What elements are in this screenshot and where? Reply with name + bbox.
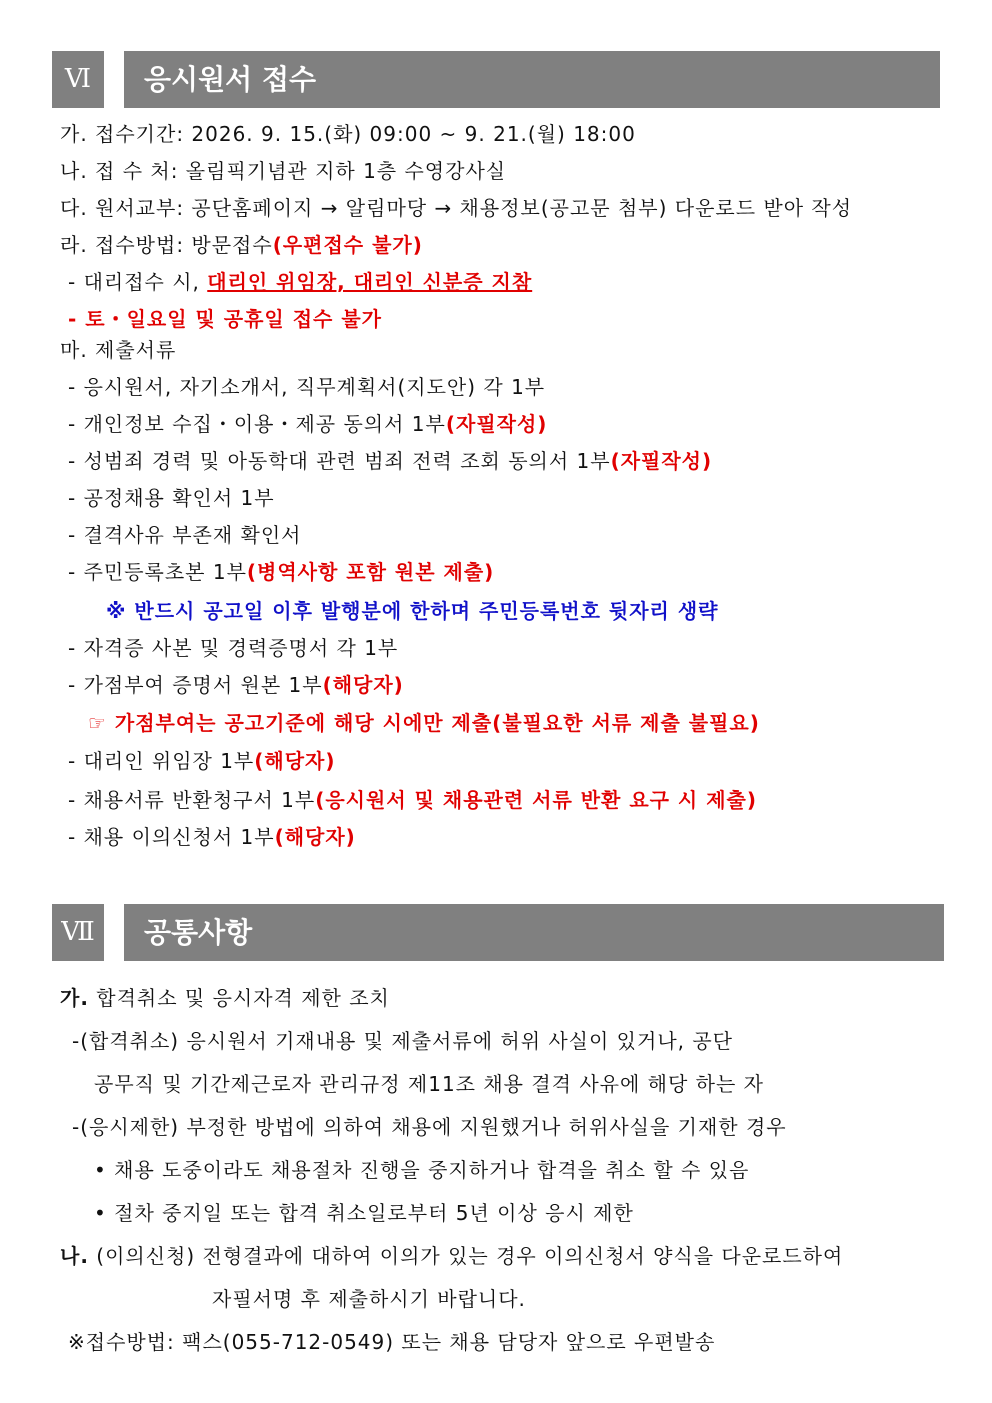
doc-item-disqualification: - 결격사유 부존재 확인서: [68, 523, 302, 547]
proxy-prefix: - 대리접수 시,: [68, 270, 208, 294]
receipt-method-note: ※접수방법: 팩스(055-712-0549) 또는 채용 담당자 앞으로 우편발송: [68, 1330, 716, 1354]
doc-item-crime-check: [68, 445, 712, 474]
receipt-method-text: 라. 접수방법: 방문접수: [60, 233, 273, 257]
limit-clause: -(응시제한) 부정한 방법에 의하여 채용에 지원했거나 허위사실을 기재한 경우: [72, 1115, 787, 1139]
doc-note: (병역사항 포함 원본 제출): [246, 560, 495, 584]
receipt-period: 가. 접수기간: 2026. 9. 15.(화) 09:00 ~ 9. 21.(월) 18:00: [60, 122, 636, 146]
item-label: 가.: [60, 986, 89, 1010]
doc-note: (자필작성): [610, 449, 713, 473]
form-distribution: 다. 원서교부: 공단홈페이지 → 알림마당 → 채용정보(공고문 첨부) 다운로드 받아 작성: [60, 196, 853, 220]
item-text: (이의신청) 전형결과에 대하여 이의가 있는 경우 이의신청서 양식을 다운로드하여: [88, 1244, 844, 1268]
doc-note: (해당자): [274, 825, 356, 849]
objection-continuation: 자필서명 후 제출하시기 바랍니다.: [212, 1287, 526, 1311]
doc-text: - 성범죄 경력 및 아동학대 관련 범죄 전력 조회 동의서 1부: [68, 449, 611, 473]
common-item-ga: [60, 982, 390, 1011]
weekend-notice: - 토・일요일 및 공휴일 접수 불가: [68, 307, 382, 331]
doc-item-application: - 응시원서, 자기소개서, 직무계획서(지도안) 각 1부: [68, 375, 546, 399]
doc-text: - 주민등록초본 1부: [68, 560, 247, 584]
doc-item-bonus-proof: [68, 669, 404, 698]
doc-note: (해당자): [254, 749, 336, 773]
receipt-place: 나. 접 수 처: 올림픽기념관 지하 1층 수영강사실: [60, 159, 507, 183]
section-7-header: [52, 904, 944, 961]
doc-item-resident-record: [68, 556, 494, 585]
proxy-requirement: 대리인 위임장, 대리인 신분증 지참: [207, 270, 533, 294]
doc-note: (자필작성): [445, 412, 548, 436]
common-item-na: [60, 1240, 843, 1269]
doc-text: - 채용서류 반환청구서 1부: [68, 788, 316, 812]
receipt-method: [60, 229, 423, 258]
doc-text: - 채용 이의신청서 1부: [68, 825, 275, 849]
resident-record-note: ※ 반드시 공고일 이후 발행분에 한하며 주민등록번호 뒷자리 생략: [106, 599, 719, 623]
doc-item-objection: [68, 821, 356, 850]
section-6-header: [52, 51, 940, 108]
doc-item-return-request: [68, 784, 757, 813]
item-title: 합격취소 및 응시자격 제한 조치: [88, 986, 390, 1010]
doc-item-proxy-letter: [68, 745, 336, 774]
doc-text: - 가점부여 증명서 원본 1부: [68, 673, 323, 697]
item-label: 나.: [60, 1244, 89, 1268]
doc-text: - 대리인 위임장 1부: [68, 749, 255, 773]
doc-item-fair-hiring: - 공정채용 확인서 1부: [68, 486, 275, 510]
receipt-method-note: (우편접수 불가): [272, 233, 423, 257]
proxy-receipt: [68, 266, 532, 295]
bullet-item: • 채용 도중이라도 채용절차 진행을 중지하거나 합격을 취소 할 수 있음: [94, 1158, 750, 1182]
bonus-proof-note: ☞ 가점부여는 공고기준에 해당 시에만 제출(불필요한 서류 제출 불필요): [88, 711, 760, 735]
section-7-number: Ⅶ: [52, 904, 104, 961]
section-6-title: 응시원서 접수: [124, 51, 940, 108]
documents-title: 마. 제출서류: [60, 338, 177, 362]
doc-note: (해당자): [322, 673, 404, 697]
doc-item-privacy: [68, 408, 547, 437]
doc-note: (응시원서 및 채용관련 서류 반환 요구 시 제출): [315, 788, 757, 812]
doc-item-certificate: - 자격증 사본 및 경력증명서 각 1부: [68, 636, 399, 660]
section-7-title: 공통사항: [124, 904, 944, 961]
bullet-item: • 절차 중지일 또는 합격 취소일로부터 5년 이상 응시 제한: [94, 1201, 634, 1225]
section-6-number: Ⅵ: [52, 51, 104, 108]
doc-text: - 개인정보 수집・이용・제공 동의서 1부: [68, 412, 446, 436]
cancel-clause-1: -(합격취소) 응시원서 기재내용 및 제출서류에 허위 사실이 있거나, 공단: [72, 1029, 733, 1053]
cancel-clause-2: 공무직 및 기간제근로자 관리규정 제11조 채용 결격 사유에 해당 하는 자: [94, 1072, 764, 1096]
